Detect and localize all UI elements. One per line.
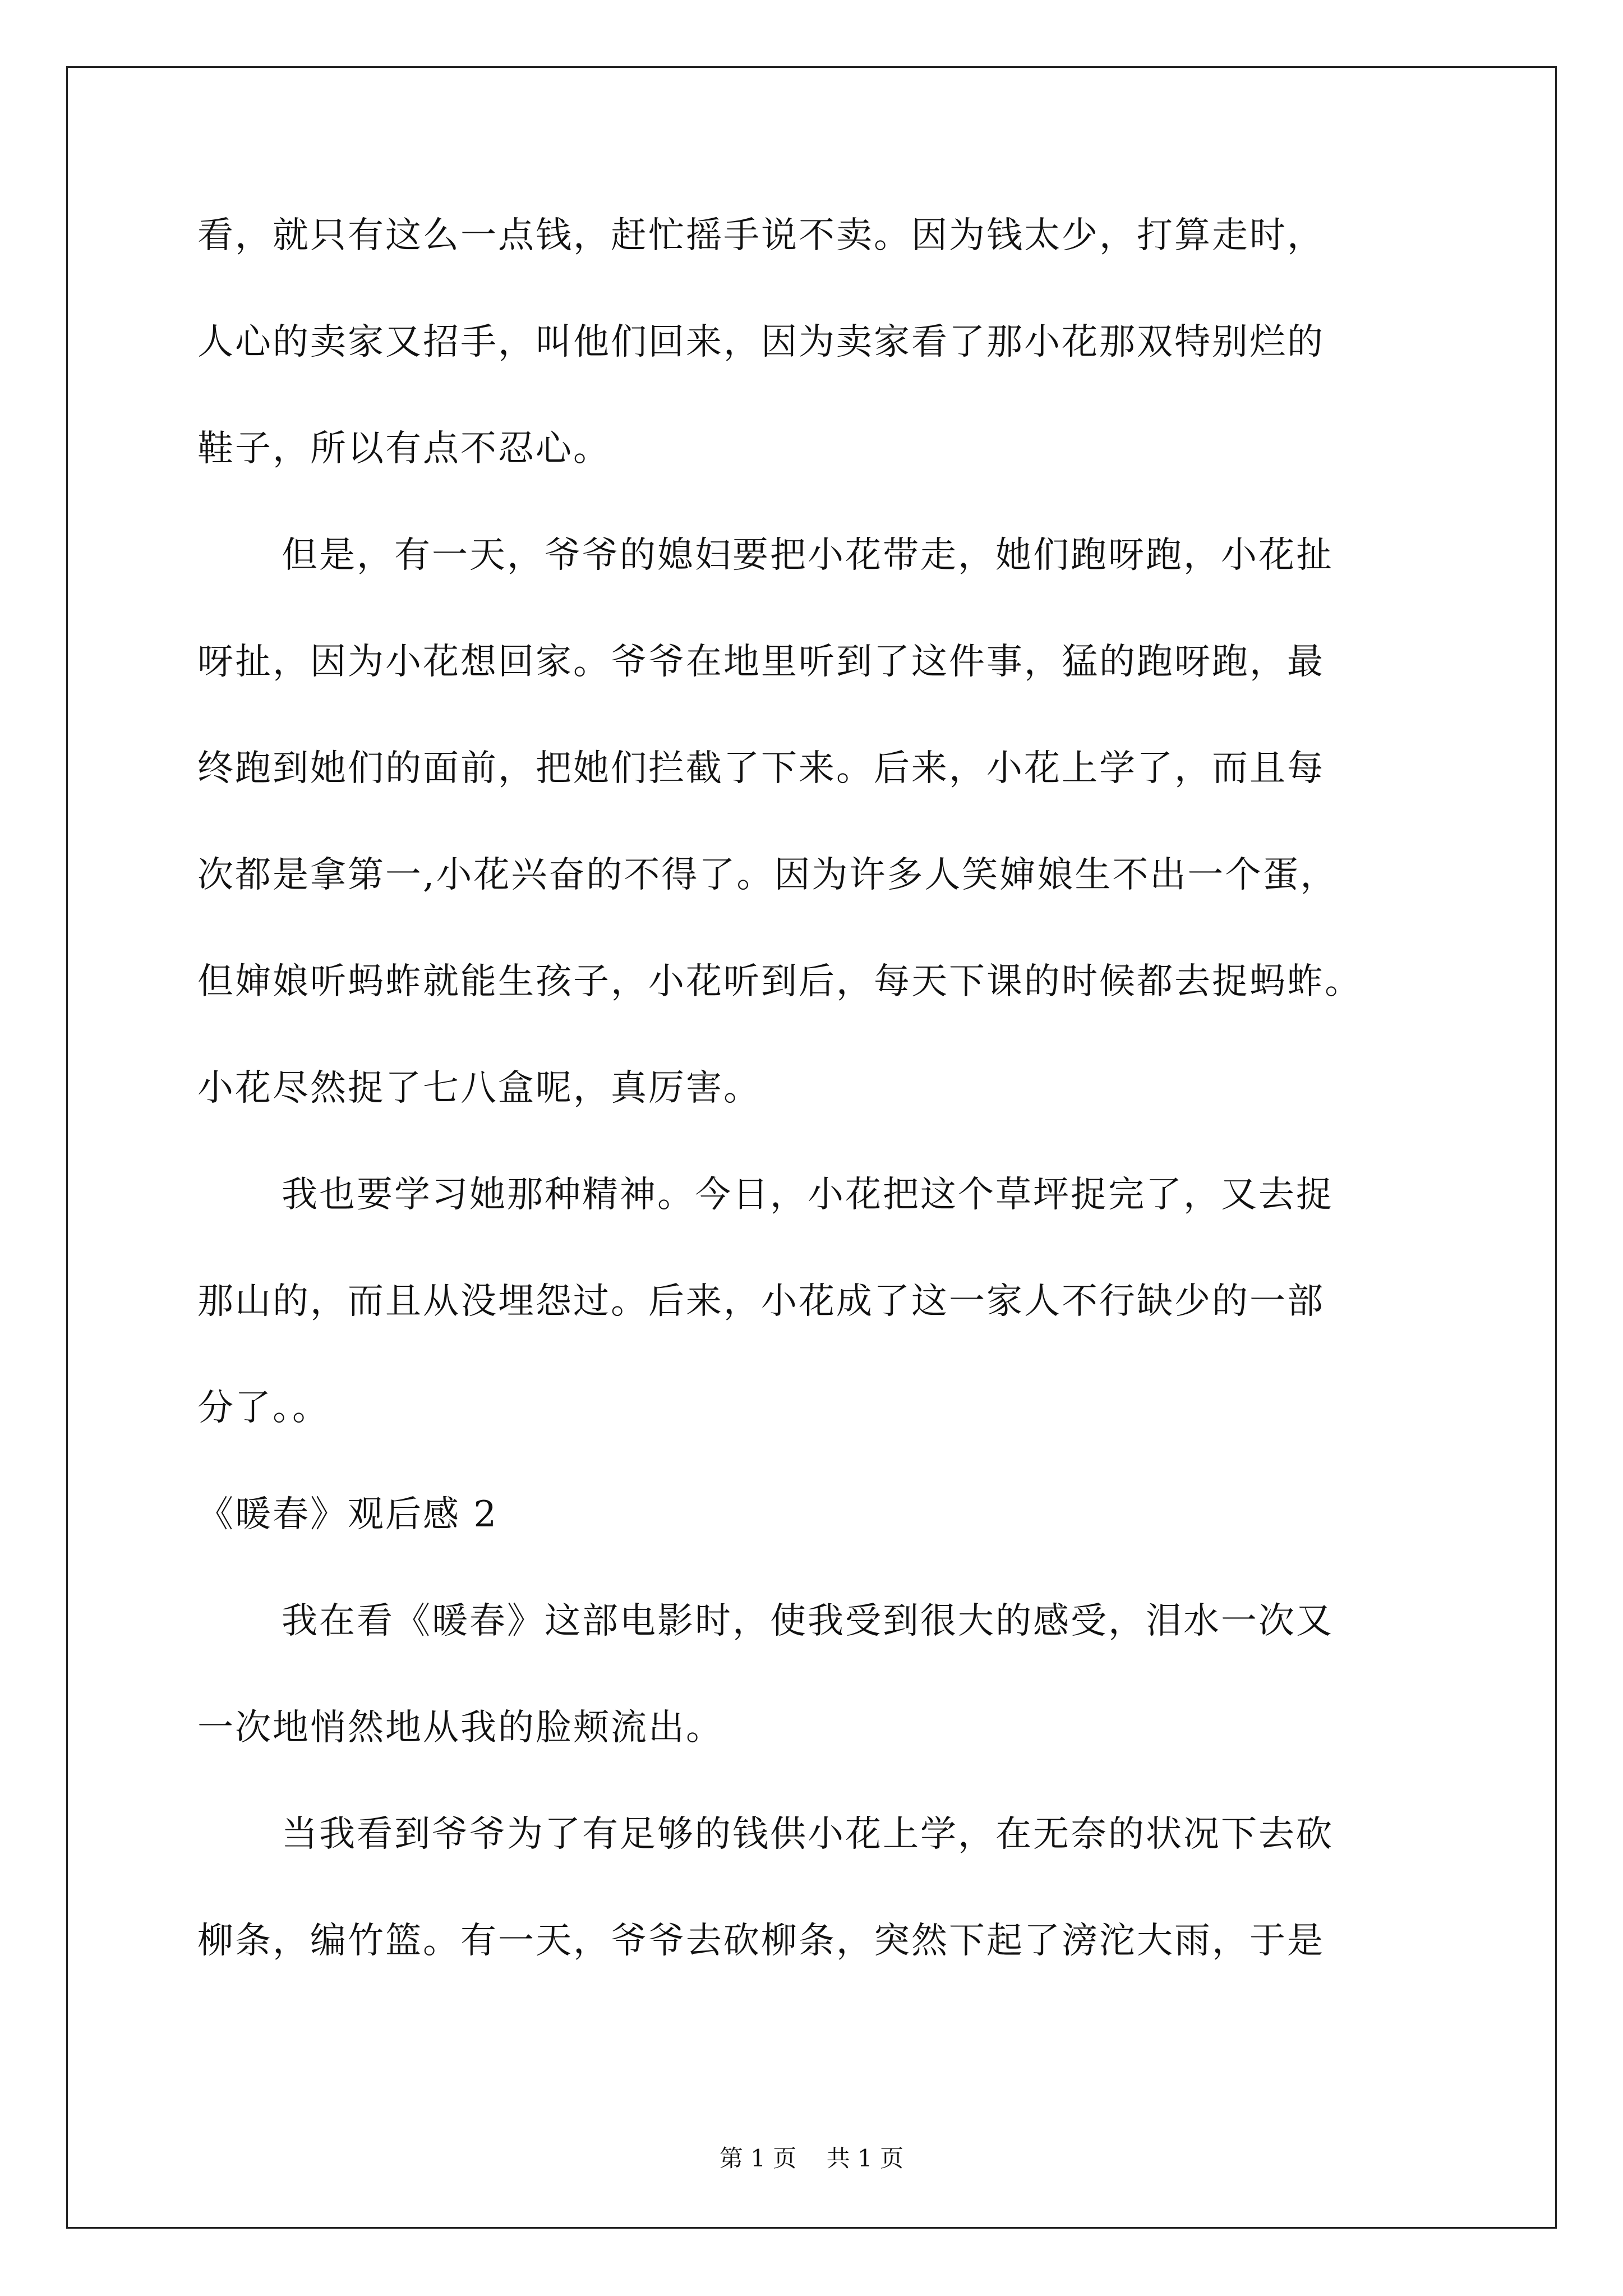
- text-line: 呀扯，因为小花想回家。爷爷在地里听到了这件事，猛的跑呀跑，最: [197, 641, 1325, 683]
- text-line: 分了。。: [197, 1387, 330, 1429]
- text-line: 一次地悄然地从我的脸颊流出。: [197, 1707, 723, 1749]
- text-line: 小花尽然捉了七八盒呢，真厉害。: [197, 1068, 761, 1109]
- text-line: 次都是拿第一,小花兴奋的不得了。因为许多人笑婶娘生不出一个蛋，: [197, 854, 1338, 896]
- text-line: 那山的，而且从没埋怨过。后来，小花成了这一家人不行缺少的一部: [197, 1281, 1325, 1322]
- text-line: 鞋子，所以有点不忍心。: [197, 428, 611, 470]
- text-line: 但是，有一天，爷爷的媳妇要把小花带走，她们跑呀跑，小花扯: [282, 535, 1334, 576]
- page-footer: 第 1 页 共 1 页: [719, 2145, 904, 2172]
- text-line: 当我看到爷爷为了有足够的钱供小花上学，在无奈的状况下去砍: [282, 1814, 1334, 1855]
- text-line: 但婶娘听蚂蚱就能生孩子，小花听到后，每天下课的时候都去捉蚂蚱。: [197, 961, 1362, 1002]
- page-border: [66, 66, 1557, 2229]
- text-line: 我在看《暖春》这部电影时，使我受到很大的感受，泪水一次又: [282, 1600, 1334, 1642]
- text-line: 终跑到她们的面前，把她们拦截了下来。后来，小花上学了，而且每: [197, 748, 1325, 789]
- section-heading: 《暖春》观后感 2: [197, 1494, 499, 1535]
- text-line: 我也要学习她那种精神。今日，小花把这个草坪捉完了，又去捉: [282, 1174, 1334, 1216]
- text-line: 柳条，编竹篮。有一天，爷爷去砍柳条，突然下起了滂沱大雨，于是: [197, 1920, 1325, 1962]
- text-line: 看，就只有这么一点钱，赶忙摇手说不卖。因为钱太少，打算走时，: [197, 215, 1325, 256]
- text-line: 人心的卖家又招手，叫他们回来，因为卖家看了那小花那双特别烂的: [197, 321, 1325, 363]
